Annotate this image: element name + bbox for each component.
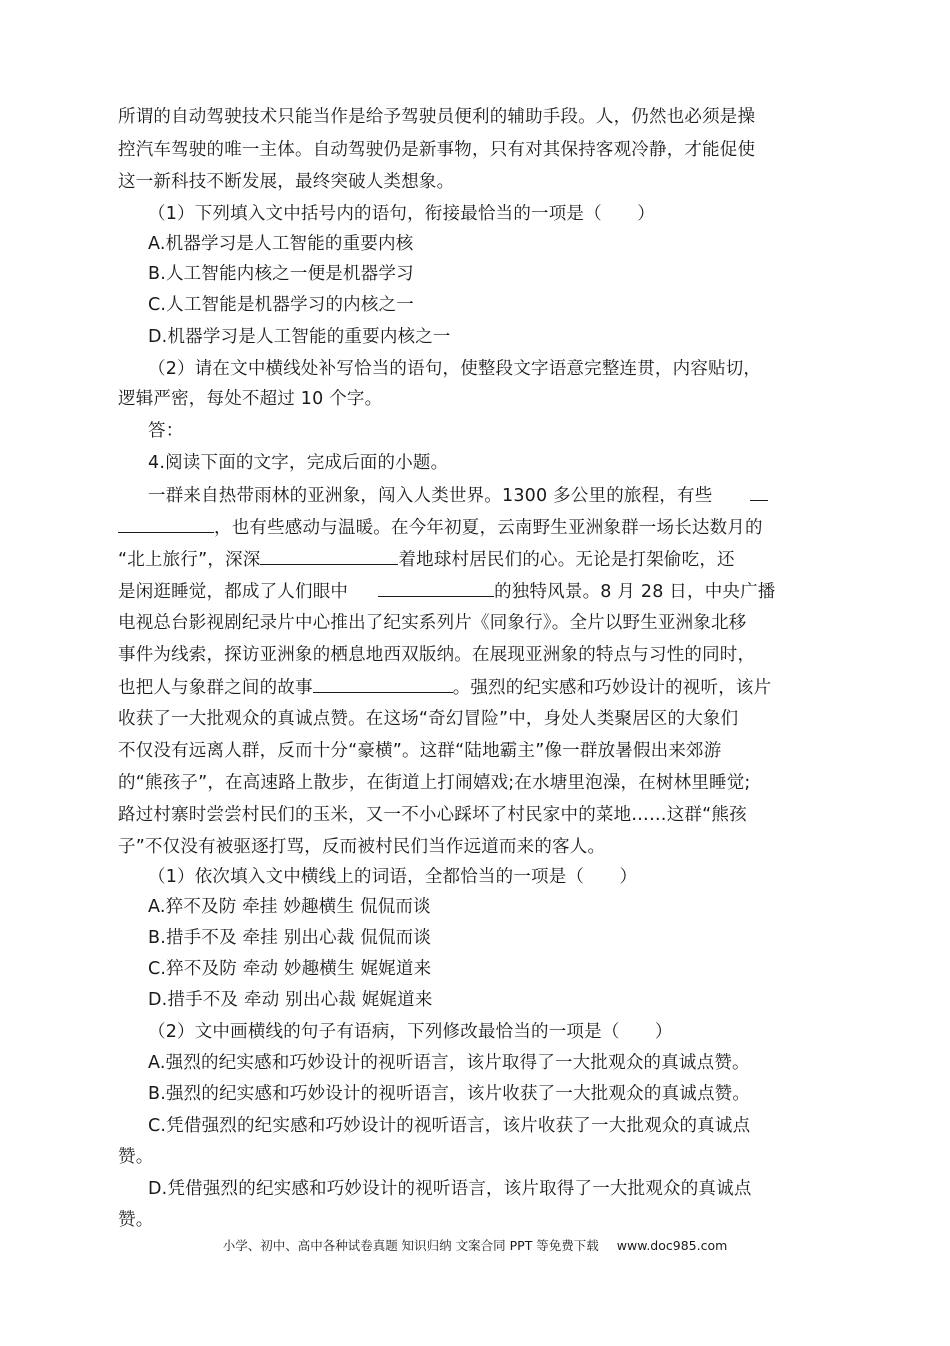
passage-line	[118, 516, 763, 539]
option-c: C.猝不及防 牵动 妙趣横生 娓娓道来	[148, 959, 432, 979]
option-a: A.强烈的纪实感和巧妙设计的视听语言，该片取得了一大批观众的真诚点赞。	[148, 1053, 750, 1073]
passage-line	[118, 548, 735, 571]
passage-line	[148, 484, 768, 507]
passage-text: 也把人与象群之间的故事	[118, 678, 313, 698]
passage-text: 一群来自热带雨林的亚洲象，闯入人类世界。1300 多公里的旅程，有些	[148, 486, 713, 506]
passage-line: 事件为线索，探访亚洲象的栖息地西双版纳。在展现亚洲象的特点与习性的同时，	[118, 645, 756, 665]
option-d: D.措手不及 牵动 别出心裁 娓娓道来	[148, 990, 433, 1010]
passage-line: 这一新科技不断发展，最终突破人类想象。	[118, 172, 455, 192]
answer-label: 答：	[148, 421, 184, 441]
page-footer	[0, 1237, 950, 1255]
option-c: C.人工智能是机器学习的内核之一	[148, 295, 414, 315]
blank-line	[313, 676, 453, 693]
option-c: C.凭借强烈的纪实感和巧妙设计的视听语言，该片收获了一大批观众的真诚点	[148, 1116, 751, 1136]
option-a: A.猝不及防 牵挂 妙趣横生 侃侃而谈	[148, 897, 431, 917]
passage-text: “北上旅行”，深深	[118, 550, 261, 570]
passage-line: 控汽车驾驶的唯一主体。自动驾驶仍是新事物，只有对其保持客观冷静，才能促使	[118, 140, 756, 160]
option-d: D.机器学习是人工智能的重要内核之一	[148, 327, 451, 347]
passage-line: 子”不仅没有被驱逐打骂，反而被村民们当作远道而来的客人。	[118, 837, 606, 857]
question-stem-cont: 逻辑严密，每处不超过 10 个字。	[118, 389, 383, 409]
passage-line: 路过村寨时尝尝村民们的玉米，又一不小心踩坏了村民家中的菜地……这群“熊孩	[118, 805, 747, 825]
option-c-cont: 赞。	[118, 1147, 154, 1167]
passage-line: 收获了一大批观众的真诚点赞。在这场“奇幻冒险”中，身处人类聚居区的大象们	[118, 709, 739, 729]
passage-line: 不仅没有远离人群，反而十分“豪横”。这群“陆地霸主”像一群放暑假出来郊游	[118, 741, 722, 761]
passage-text: ，也有些感动与温暖。在今年初夏，云南野生亚洲象群一场长达数月的	[214, 518, 763, 538]
passage-text: 是闲逛睡觉，都成了人们眼中	[118, 582, 349, 602]
passage-text: 的独特风景。8 月 28 日，中央广播	[494, 582, 776, 602]
passage-text: 。强烈的纪实感和巧妙设计的视听，该片	[452, 678, 772, 698]
question-stem: （1）下列填入文中括号内的语句，衔接最恰当的一项是（ ）	[148, 204, 655, 224]
option-a: A.机器学习是人工智能的重要内核	[148, 234, 414, 254]
question-stem: （1）依次填入文中横线上的词语，全都恰当的一项是（ ）	[148, 867, 638, 887]
footer-site-link[interactable]: www.doc985.com	[616, 1238, 728, 1253]
passage-line: 所谓的自动驾驶技术只能当作是给予驾驶员便利的辅助手段。人，仍然也必须是操	[118, 107, 756, 127]
option-b: B.措手不及 牵挂 别出心裁 侃侃而谈	[148, 928, 432, 948]
question-stem: （2）请在文中横线处补写恰当的语句，使整段文字语意完整连贯，内容贴切，	[148, 359, 762, 379]
option-d-cont: 赞。	[118, 1210, 154, 1230]
option-b: B.人工智能内核之一便是机器学习	[148, 264, 414, 284]
question-stem: （2）文中画横线的句子有语病，下列修改最恰当的一项是（ ）	[148, 1022, 673, 1042]
blank-line	[750, 484, 768, 501]
blank-line	[118, 516, 214, 533]
passage-line: 电视总台影视剧纪录片中心推出了纪实系列片《同象行》。全片以野生亚洲象北移	[118, 613, 747, 633]
passage-line	[118, 580, 776, 603]
blank-line	[260, 548, 398, 565]
blank-line	[378, 580, 494, 597]
passage-line	[118, 676, 771, 699]
option-b: B.强烈的纪实感和巧妙设计的视听语言，该片收获了一大批观众的真诚点赞。	[148, 1084, 751, 1104]
question-title: 4.阅读下面的文字，完成后面的小题。	[148, 453, 449, 473]
passage-line: 的“熊孩子”，在高速路上散步，在街道上打闹嬉戏;在水塘里泡澡，在树林里睡觉;	[118, 773, 751, 793]
passage-text: 着地球村居民们的心。无论是打架偷吃，还	[398, 550, 735, 570]
option-d: D.凭借强烈的纪实感和巧妙设计的视听语言，该片取得了一大批观众的真诚点	[148, 1179, 752, 1199]
footer-text: 小学、初中、高中各种试卷真题 知识归纳 文案合同 PPT 等免费下载	[222, 1238, 599, 1253]
